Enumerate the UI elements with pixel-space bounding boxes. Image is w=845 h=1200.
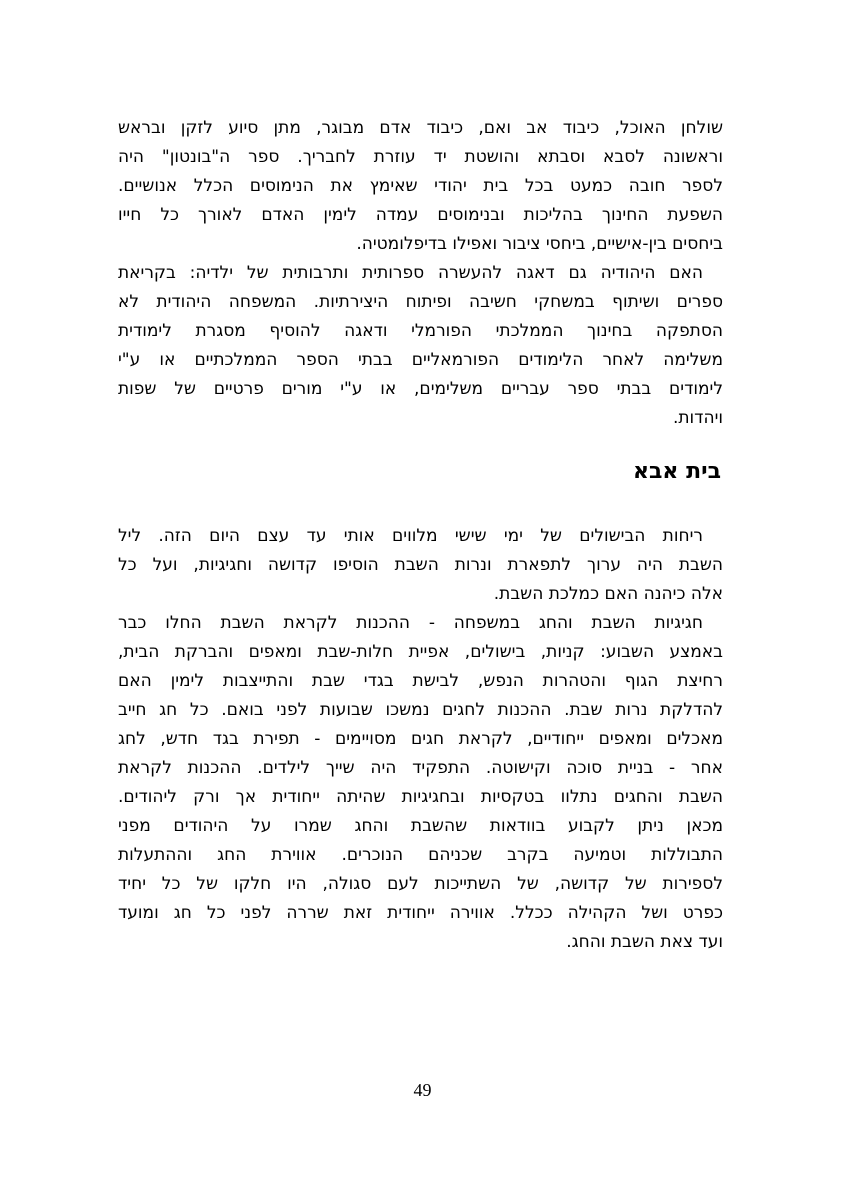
top-text-block: [118, 114, 723, 433]
text-line: אלה כיהנה האם כמלכת השבת.: [493, 584, 723, 604]
text-line: רחיצת הגוף והטהרות הנפש, לבישת בגדי שבת והתייצבות לימין האם: [118, 671, 723, 691]
text-line: ועד צאת השבת והחג.: [566, 932, 723, 952]
text-line: וראשונה לסבא וסבתא והושטת יד עוזרת לחבריך. ספר ה"בונטון" היה: [118, 147, 723, 167]
paragraph: [118, 609, 723, 957]
text-line: לספר חובה כמעט בכל בית יהודי שאימץ את הנימוסים הכלל אנושיים.: [118, 176, 723, 196]
text-line: השבת והחגים נתלוו בטקסיות ובחגיגיות שהיתה ייחודית אך ורק ליהודים.: [118, 787, 723, 807]
paragraph: [118, 259, 723, 433]
text-line: מכאן ניתן לקבוע בוודאות שהשבת והחג שמרו על היהודים מפני: [118, 816, 723, 836]
text-line: לימודים בבתי ספר עבריים משלימים, או ע"י מורים פרטיים של שפות: [118, 379, 723, 399]
text-line: הסתפקה בחינוך הממלכתי הפורמלי ודאגה להוסיף מסגרת לימודית: [118, 321, 723, 341]
bottom-text-block: [118, 522, 723, 957]
text-line: לספירות של קדושה, של השתייכות לעם סגולה, היו חלקו של כל יחיד: [118, 874, 723, 894]
text-line: השבת היה ערוך לתפארת ונרות השבת הוסיפו קדושה וחגיגיות, ועל כל: [118, 555, 723, 575]
text-line: להדלקת נרות שבת. ההכנות לחגים נמשכו שבועות לפני בואם. כל חג חייב: [118, 700, 723, 720]
text-line: חגיגיות השבת והחג במשפחה - ההכנות לקראת השבת החלו כבר: [118, 613, 703, 633]
text-line: השפעת החינוך בהליכות ובנימוסים עמדה לימין האדם לאורך כל חייו: [118, 205, 723, 225]
text-line: התבוללות וטמיעה בקרב שכניהם הנוכרים. אווירת החג וההתעלות: [118, 845, 723, 865]
text-line: מאכלים ומאפים ייחודיים, לקראת חגים מסויימים - תפירת בגד חדש, לחג: [118, 729, 723, 749]
text-line: אחר - בניית סוכה וקישוטה. התפקיד היה שייך לילדים. ההכנות לקראת: [118, 758, 723, 778]
text-line: האם היהודיה גם דאגה להעשרה ספרותית ותרבותית של ילדיה: בקריאת: [118, 263, 703, 283]
text-line: ביחסים בין-אישיים, ביחסי ציבור ואפילו בדיפלומטיה.: [356, 234, 723, 254]
text-line: ויהדות.: [672, 408, 723, 428]
text-line: כפרט ושל הקהילה ככלל. אווירה ייחודית זאת שררה לפני כל חג ומועד: [118, 903, 723, 923]
paragraph: [118, 114, 723, 259]
text-line: ספרים ושיתוף במשחקי חשיבה ופיתוח היצירתיות. המשפחה היהודית לא: [118, 292, 723, 312]
text-line: ריחות הבישולים של ימי שישי מלווים אותי עד עצם היום הזה. ליל: [118, 526, 703, 546]
text-line: משלימה לאחר הלימודים הפורמאליים בבתי הספר הממלכתיים או ע"י: [118, 350, 723, 370]
paragraph: [118, 522, 723, 609]
section-heading: בית אבא: [632, 459, 721, 484]
text-line: באמצע השבוע: קניות, בישולים, אפיית חלות-שבת ומאפים והברקת הבית,: [118, 642, 723, 662]
text-line: שולחן האוכל, כיבוד אב ואם, כיבוד אדם מבוגר, מתן סיוע לזקן ובראש: [118, 118, 723, 138]
page-number: 49: [413, 1080, 432, 1100]
